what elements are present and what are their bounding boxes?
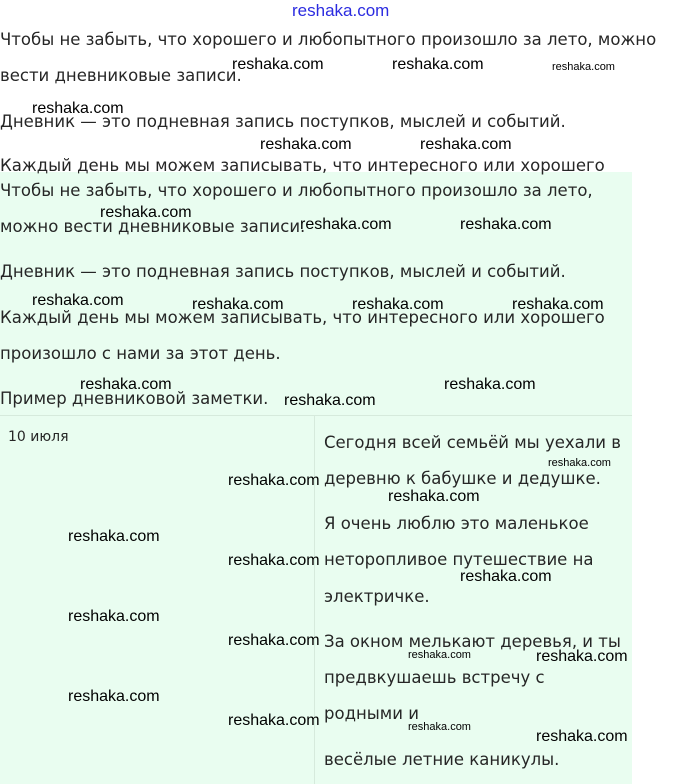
watermark-text: reshaka.com [408, 649, 471, 661]
watermark-text: reshaka.com [444, 376, 536, 393]
watermark-text: reshaka.com [228, 632, 320, 649]
paragraph-line: Каждый день мы можем записывать, что интересного или хорошего [0, 156, 605, 175]
watermark-text: reshaka.com [32, 100, 124, 117]
watermark-text: reshaka.com [388, 488, 480, 505]
paragraph-line: Чтобы не забыть, что хорошего и любопытного произошло за лето, можно [0, 30, 657, 49]
watermark-text: reshaka.com [80, 376, 172, 393]
watermark-text: reshaka.com [548, 457, 611, 469]
watermark-text: reshaka.com [68, 608, 160, 625]
watermark-text: reshaka.com [284, 392, 376, 409]
watermark-text: reshaka.com [300, 216, 392, 233]
watermark-text: reshaka.com [68, 688, 160, 705]
paragraph-line: Пример дневниковой заметки. [0, 389, 269, 408]
watermark-text: reshaka.com [512, 296, 604, 313]
paragraph-line: Каждый день мы можем записывать, что интересного или хорошего [0, 308, 605, 327]
watermark-text: reshaka.com [228, 552, 320, 569]
watermark-text: reshaka.com [408, 721, 471, 733]
paragraph-line: произошло с нами за этот день. [0, 344, 281, 363]
watermark-text: reshaka.com [420, 136, 512, 153]
paragraph-line: можно вести дневниковые записи. [0, 217, 306, 236]
watermark-text: reshaka.com [536, 648, 628, 665]
watermark-text: reshaka.com [392, 56, 484, 73]
watermark-text: reshaka.com [228, 712, 320, 729]
diary-line: деревню к бабушке и дедушке. [324, 469, 601, 488]
watermark-text: reshaka.com [536, 728, 628, 745]
watermark-text: reshaka.com [552, 61, 615, 73]
watermark-text: reshaka.com [100, 204, 192, 221]
diary-line: родными и [324, 704, 419, 723]
watermark-text: reshaka.com [32, 292, 124, 309]
watermark-text: reshaka.com [232, 56, 324, 73]
watermark-text: reshaka.com [352, 296, 444, 313]
watermark-text: reshaka.com [68, 528, 160, 545]
diary-line: За окном мелькают деревья, и ты [324, 632, 621, 651]
diary-line: электричке. [324, 587, 430, 606]
watermark-text: reshaka.com [460, 216, 552, 233]
paragraph-line: Чтобы не забыть, что хорошего и любопытного произошло за лето, [0, 181, 593, 200]
diary-line: неторопливое путешествие на [324, 550, 594, 569]
paragraph-line: Дневник — это подневная запись поступков, мыслей и событий. [0, 262, 566, 281]
paragraph-line: Дневник — это подневная запись поступков, мыслей и событий. [0, 112, 566, 131]
watermark-text: reshaka.com [292, 1, 390, 20]
watermark-text: reshaka.com [192, 296, 284, 313]
diary-line: весёлые летние каникулы. [324, 750, 560, 769]
table-top-border [0, 415, 632, 416]
watermark-text: reshaka.com [228, 472, 320, 489]
diary-line: Я очень люблю это маленькое [324, 514, 589, 533]
diary-line: предвкушаешь встречу с [324, 668, 545, 687]
paragraph-line: вести дневниковые записи. [0, 66, 242, 85]
watermark-text: reshaka.com [460, 568, 552, 585]
diary-date: 10 июля [8, 429, 69, 445]
watermark-text: reshaka.com [260, 136, 352, 153]
diary-line: Сегодня всей семьёй мы уехали в [324, 433, 621, 452]
